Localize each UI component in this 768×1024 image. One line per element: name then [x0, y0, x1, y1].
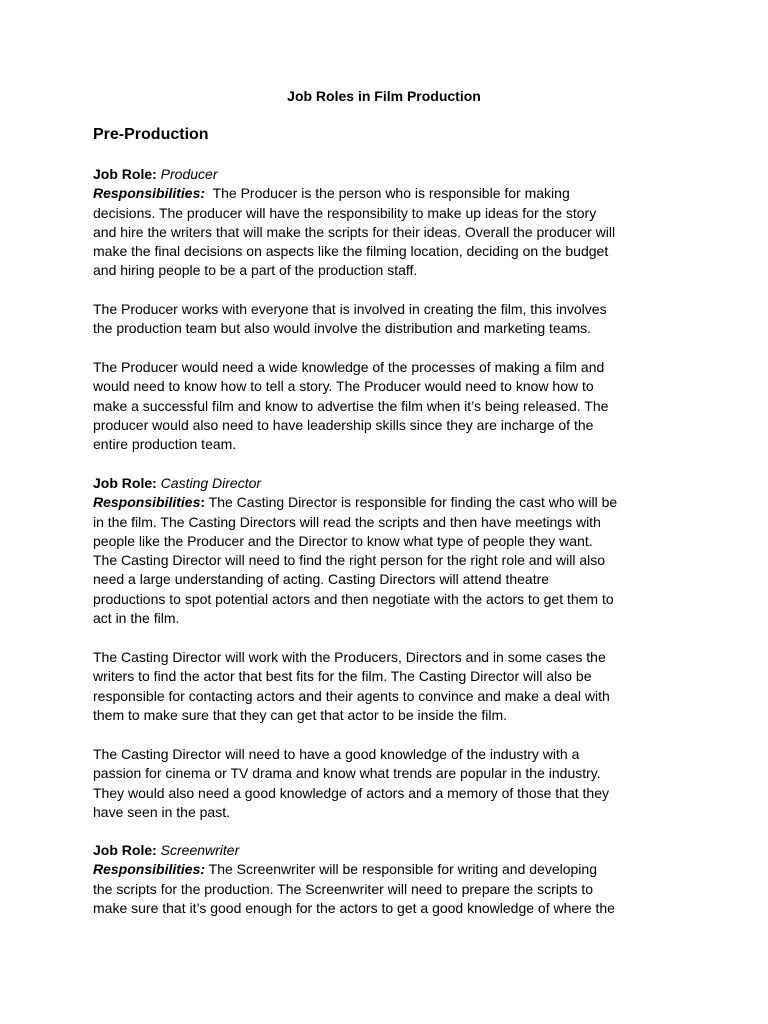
responsibilities-text: The Screenwriter will be responsible for writing and developing [208, 861, 597, 878]
body-line: and hire the writers that will make the scripts for their ideas. Overall the producer will [93, 223, 616, 240]
paragraph [93, 648, 683, 725]
responsibilities-colon: : [200, 494, 206, 511]
responsibilities-line [93, 860, 683, 879]
responsibilities-label: Responsibilities: [93, 861, 206, 878]
body-line: and hiring people to be a part of the production staff. [93, 262, 418, 279]
job-role-name: Producer [160, 166, 218, 182]
body-line: writers to find the actor that best fits for the film. The Casting Director will also be [93, 668, 592, 685]
body-line: entire production team. [93, 436, 237, 453]
body-line: passion for cinema or TV drama and know what trends are popular in the industry. [93, 765, 601, 782]
job-role-name: Screenwriter [160, 842, 240, 858]
job-role-producer [93, 165, 683, 281]
responsibilities-label: Responsibilities: [93, 185, 206, 202]
body-line: act in the film. [93, 610, 180, 627]
body-line: the scripts for the production. The Screenwriter will need to prepare the scripts to [93, 880, 594, 897]
job-role-casting-director [93, 474, 683, 628]
body-line: the production team but also would involve the distribution and marketing teams. [93, 320, 592, 337]
body-line: They would also need a good knowledge of actors and a memory of those that they [93, 784, 609, 801]
body-line: make a successful film and know to advertise the film when it’s being released. The [93, 397, 609, 414]
responsibilities-label: Responsibilities [93, 494, 201, 511]
body-line: them to make sure that they can get that actor to be inside the film. [93, 706, 507, 723]
job-role-label: Job Role: [93, 166, 157, 182]
body-line: have seen in the past. [93, 803, 230, 820]
paragraph [93, 745, 683, 822]
body-line: make sure that it’s good enough for the actors to get a good knowledge of where the [93, 899, 615, 916]
body-line: The Producer would need a wide knowledge of the processes of making a film and [93, 359, 605, 375]
body-line: The Casting Director will need to have a good knowledge of the industry with a [93, 746, 580, 762]
job-role-line [93, 474, 683, 493]
body-line: would need to know how to tell a story. The Producer would need to know how to [93, 378, 594, 395]
job-role-label: Job Role: [93, 475, 157, 491]
body-line: decisions. The producer will have the responsibility to make up ideas for the story [93, 204, 597, 221]
body-line: in the film. The Casting Directors will read the scripts and then have meetings with [93, 513, 601, 530]
body-line: The Casting Director will need to find the right person for the right role and will also [93, 552, 606, 569]
responsibilities-line [93, 493, 683, 512]
body-line: need a large understanding of acting. Casting Directors will attend theatre [93, 571, 550, 588]
section-heading: Pre-Production [93, 126, 209, 143]
body-line: producer would also need to have leadership skills since they are incharge of the [93, 416, 594, 433]
body-line: productions to spot potential actors and then negotiate with the actors to get them to [93, 590, 614, 607]
body-line: The Casting Director will work with the Producers, Directors and in some cases the [93, 649, 606, 665]
responsibilities-line [93, 184, 683, 203]
job-role-line [93, 841, 683, 860]
body-line: responsible for contacting actors and their agents to convince and make a deal with [93, 687, 610, 704]
job-role-screenwriter [93, 841, 683, 918]
responsibilities-text: The Producer is the person who is responsible for making [212, 185, 570, 202]
job-role-line [93, 165, 683, 184]
paragraph [93, 300, 683, 339]
body-line: The Producer works with everyone that is involved in creating the film, this involves [93, 301, 607, 317]
job-role-name: Casting Director [160, 475, 262, 491]
responsibilities-text: The Casting Director is responsible for finding the cast who will be [208, 494, 618, 511]
job-role-label: Job Role: [93, 842, 157, 858]
body-line: make the final decisions on aspects like the filming location, deciding on the budget [93, 243, 609, 260]
paragraph [93, 358, 683, 454]
document-title: Job Roles in Film Production [287, 88, 481, 104]
body-line: people like the Producer and the Director to know what type of people they want. [93, 532, 593, 549]
